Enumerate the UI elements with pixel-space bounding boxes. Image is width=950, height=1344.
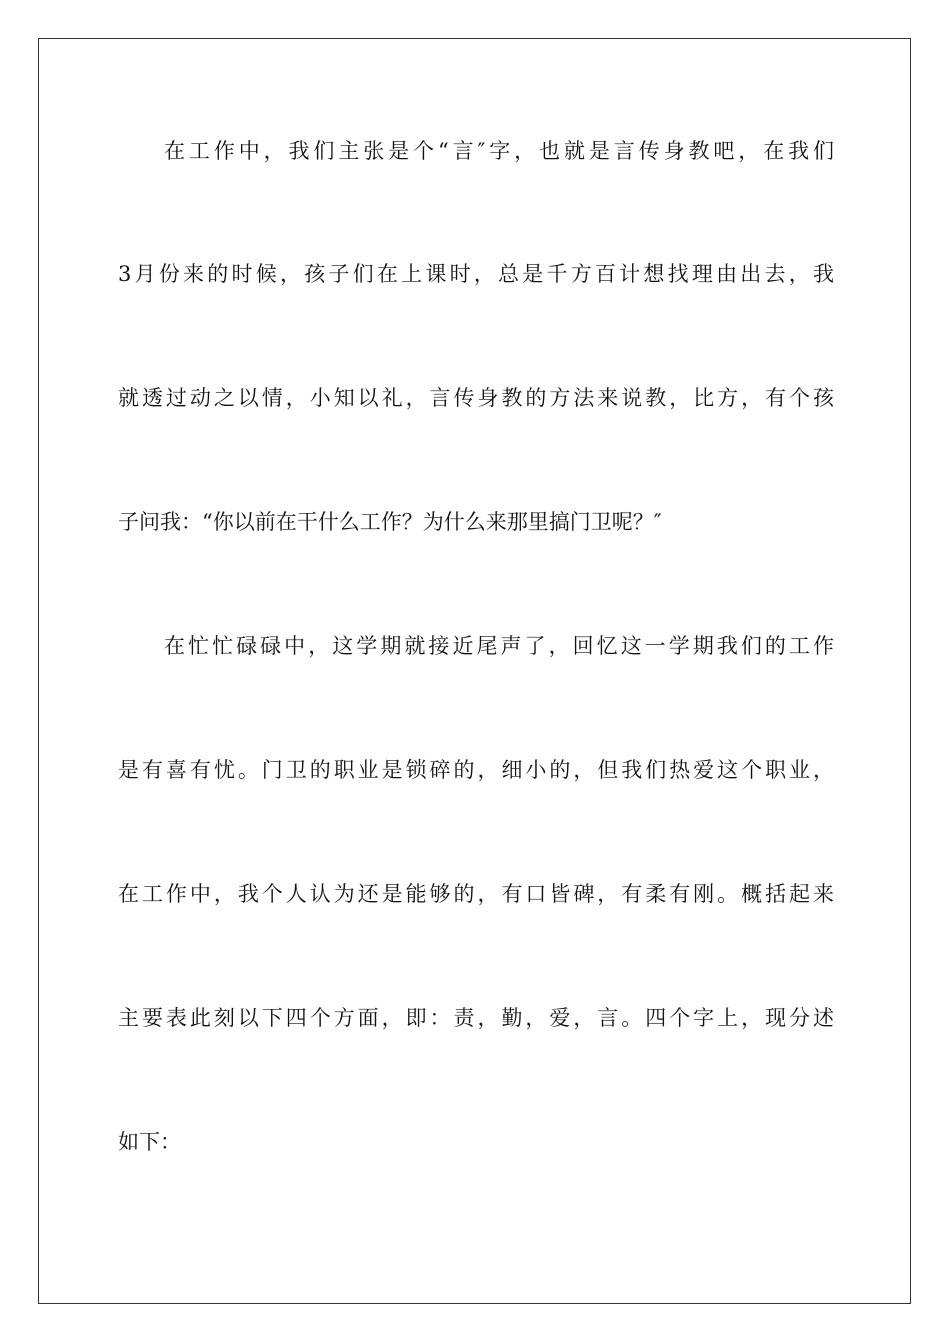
text-line: 在工作中，我个人认为还是能够的，有口皆碑，有柔有刚。概括起来: [118, 882, 834, 906]
text-line: 在工作中，我们主张是个“言″字，也就是言传身教吧，在我们: [164, 139, 834, 163]
text-line: 3月份来的时候，孩子们在上课时，总是千方百计想找理由出去，我: [118, 262, 834, 286]
text-line: 主要表此刻以下四个方面，即：责，勤，爱，言。四个字上，现分述: [118, 1006, 834, 1030]
text-line: 是有喜有忧。门卫的职业是锁碎的，细小的，但我们热爱这个职业，: [118, 758, 834, 782]
text-line: 如下：: [118, 1130, 181, 1154]
text-line: 子问我：“你以前在干什么工作？为什么来那里搞门卫呢？″: [118, 510, 662, 534]
page-border: [38, 38, 911, 1304]
text-line: 在忙忙碌碌中，这学期就接近尾声了，回忆这一学期我们的工作: [164, 634, 834, 658]
text-line: 就透过动之以情，小知以礼，言传身教的方法来说教，比方，有个孩: [118, 386, 834, 410]
